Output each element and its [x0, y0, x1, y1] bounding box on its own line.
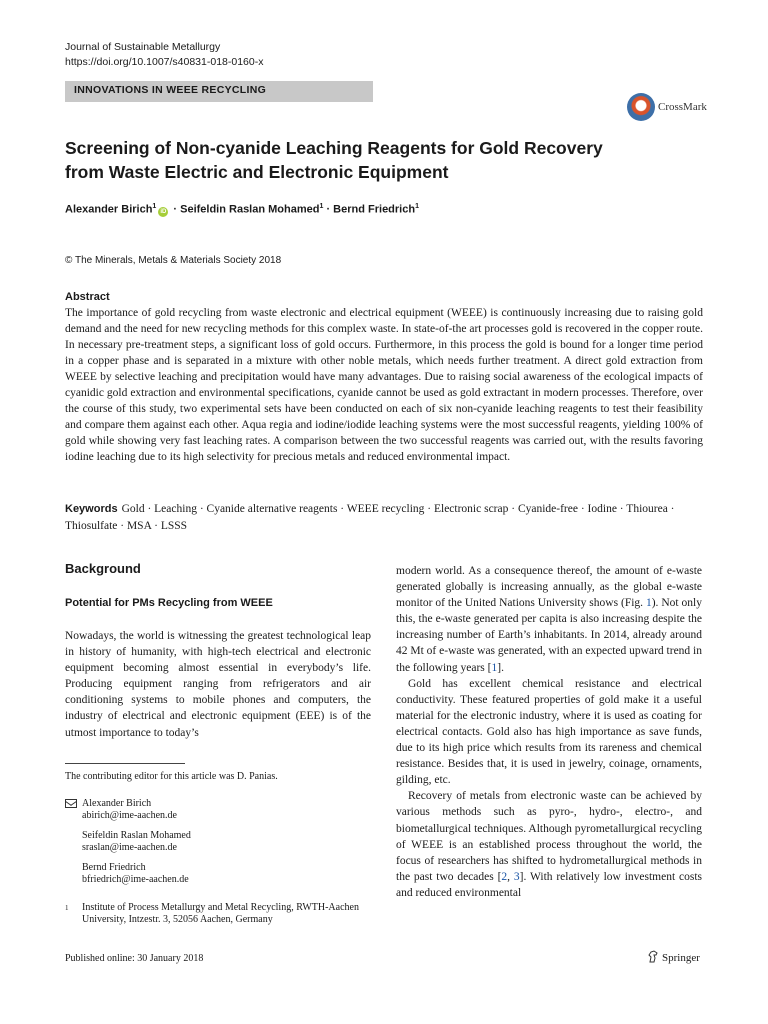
envelope-icon	[65, 799, 77, 808]
author-name: Seifeldin Raslan Mohamed	[180, 203, 320, 216]
section-banner	[65, 81, 373, 102]
publisher-name: Springer	[662, 952, 700, 964]
paragraph-text: ].	[497, 661, 504, 674]
published-date: Published online: 30 January 2018	[65, 953, 204, 964]
affiliation-mark: 1	[65, 904, 69, 912]
springer-horse-icon	[647, 950, 659, 963]
paragraph-text: ]. With relatively low investment costs and reduced environmental	[396, 870, 703, 899]
paragraph-text: ). Not only this, the e-waste generated per capita is also increasing despite the increasing number of Earth’s inhabitants. In 2014, already around 42 Mt of e-waste was generated, with an expected upward trend in the following years [	[396, 597, 702, 674]
contact-email[interactable]: sraslan@ime-aachen.de	[82, 842, 177, 853]
journal-name: Journal of Sustainable Metallurgy	[65, 41, 221, 53]
paragraph-text: Recovery of metals from electronic waste can be achieved by various methods such as pyro-, hydro-, electro-, and biometallurgical techniques. Although pyrometallurgical recycling of WEEE is an established process throughout the world, the focus of researchers has shifted to hydrometallurgical methods in the past two decades [	[396, 790, 702, 883]
author-affiliation-mark: 1	[319, 203, 324, 210]
abstract-body: The importance of gold recycling from waste electronic and electrical equipment (WEEE) is continuously increasing due to raising gold demand and the need for new recycling methods for this complex waste. In state-of-the art processes gold is recovered in the copper route. In necessary pre-treatment steps, a significant loss of gold occurs. Furthermore, in this process the gold is bound for a longer time period in a copper phase and is separated in a mixture with other noble metals, which needs further treatment. A direct gold extraction from WEEE by selective leaching and precipitation would have many advantages. Due to raising social awareness of the ecological impacts of cyanidic gold extraction and environmental specifications, cyanide cannot be used as gold extractant in modern processes. Therefore, over the course of this study, two experimental sets have been conducted on each of six non-cyanide leaching reagents to test their feasibility and compare them against each other. Aqua regia and iodine/iodide leaching systems were the most successful reagents, yielding 100% of gold while showing very fast leaching rates. A comparison between the two successful reagents was carried out, with the results favoring iodine leaching due to its high selectivity for precious metals and reduced environmental impact.	[65, 307, 703, 463]
keywords	[65, 501, 703, 535]
crossmark-icon	[627, 93, 655, 121]
author-affiliation-mark: 1	[152, 203, 157, 210]
keywords-text: Gold · Leaching · Cyanide alternative reagents · WEEE recycling · Electronic scrap · Cyanide-free · Iodine · Thiourea · Thiosulfate · MSA · LSSS	[65, 503, 675, 532]
keywords-label: Keywords	[65, 503, 118, 515]
author-list: Alexander Birich$^1$iD · Seifeldin Raslan Mohamed$^1$ · Bernd Friedrich$^1$	[65, 203, 419, 216]
section-heading: Background	[65, 561, 141, 576]
contact-name: Bernd Friedrich	[82, 862, 146, 873]
contact-name: Alexander Birich	[82, 798, 152, 809]
author-affiliation-mark: 1	[415, 203, 419, 210]
author-name: Bernd Friedrich	[333, 203, 416, 216]
title-line-2: from Waste Electric and Electronic Equipment	[65, 162, 449, 182]
journal-header	[65, 40, 263, 70]
contact-entry	[82, 862, 189, 886]
body-paragraph: Gold has excellent chemical resistance and electrical conductivity. These featured properties of gold make it a useful material for the electronic industry, where it is used as coating for electrical contacts. Gold also has high importance as save funds, due to its high price which results from its rareness and chemical resistance. Besides that, it is used in jewelry, coinage, ornaments, gilding, etc.	[396, 677, 702, 787]
crossmark-label: CrossMark	[658, 101, 707, 113]
abstract-heading: Abstract	[65, 291, 110, 303]
subsection-heading: Potential for PMs Recycling from WEEE	[65, 597, 273, 609]
paragraph-text: ,	[507, 870, 514, 883]
publisher-logo	[647, 950, 700, 964]
reference-link[interactable]: 2	[501, 870, 508, 883]
paragraph-text: modern world. As a consequence thereof, the amount of e-waste generated globally is increasing annually, as the global e-waste monitor of the United Nations University shows (Fig.	[396, 565, 702, 610]
body-paragraph: Nowadays, the world is witnessing the greatest technological leap in history of humanity, with high-tech electrical and electronic equipment becoming almost essential in everybody’s life. Producing equipment ranging from refrigerators and air conditioning systems to mobile phones and computers, the industry of electrical and electronic equipment (EEE) is of the utmost importance to today’s	[65, 630, 371, 739]
contact-email[interactable]: bfriedrich@ime-aachen.de	[82, 874, 189, 885]
body-paragraph	[396, 563, 702, 676]
affiliation: Institute of Process Metallurgy and Metal Recycling, RWTH-Aachen University, Intzestr. 3, 52056 Aachen, Germany	[82, 902, 359, 925]
editor-note: The contributing editor for this article was D. Panias.	[65, 771, 278, 782]
contact-email[interactable]: abirich@ime-aachen.de	[82, 810, 177, 821]
orcid-icon[interactable]: iD	[160, 208, 167, 215]
contact-entry	[82, 830, 191, 854]
right-column	[396, 563, 702, 901]
footnote-divider	[65, 763, 185, 764]
reference-link[interactable]: 3	[513, 870, 520, 883]
section-banner-label: INNOVATIONS IN WEEE RECYCLING	[74, 84, 267, 96]
journal-doi[interactable]: https://doi.org/10.1007/s40831-018-0160-x	[65, 56, 264, 68]
paper-title	[65, 136, 705, 184]
crossmark-badge[interactable]	[627, 93, 747, 123]
contact-name: Seifeldin Raslan Mohamed	[82, 830, 191, 841]
figure-link[interactable]: 1	[645, 597, 652, 610]
copyright-notice: © The Minerals, Metals & Materials Society 2018	[65, 255, 282, 266]
contact-entry	[82, 798, 177, 822]
body-paragraph	[396, 788, 702, 901]
reference-link[interactable]: 1	[491, 661, 498, 674]
title-line-1: Screening of Non-cyanide Leaching Reagents for Gold Recovery	[65, 138, 603, 158]
author-name: Alexander Birich	[65, 203, 153, 216]
